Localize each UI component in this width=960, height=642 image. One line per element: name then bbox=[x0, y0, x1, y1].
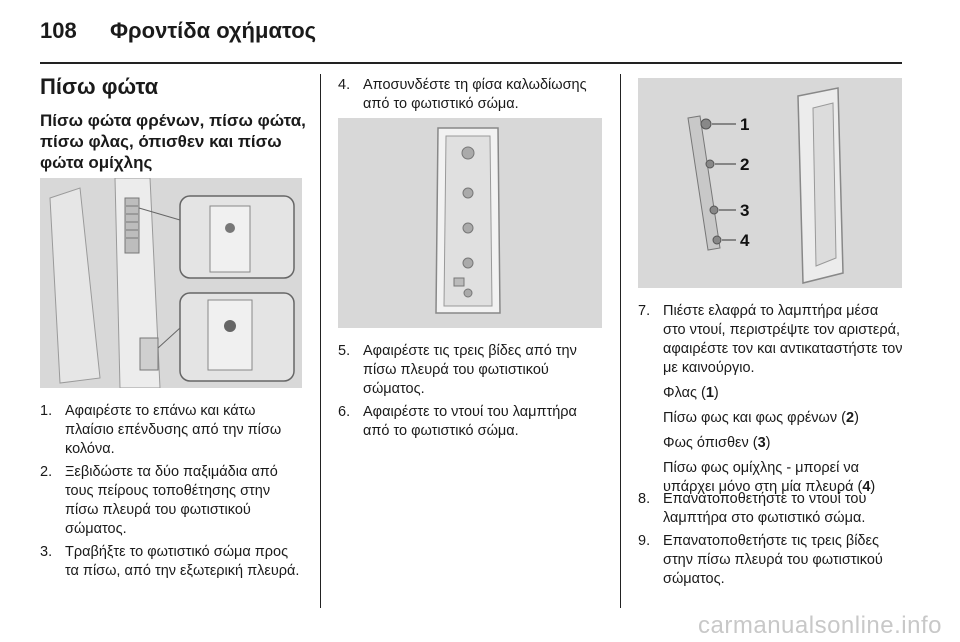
section-title: Πίσω φώτα bbox=[40, 74, 159, 99]
step-number: 1. bbox=[40, 403, 53, 419]
step-item bbox=[338, 403, 602, 441]
callout-2: 2 bbox=[740, 155, 750, 174]
bulb-holder-drawing bbox=[638, 78, 902, 288]
steps-list-col3-top bbox=[638, 302, 904, 382]
step-item bbox=[40, 463, 304, 539]
steps-list-col2-bottom bbox=[338, 342, 602, 445]
bulb-holder-illustration bbox=[638, 78, 902, 288]
callout-4: 4 bbox=[740, 231, 750, 250]
step-item bbox=[638, 302, 904, 378]
step-number: 2. bbox=[40, 464, 53, 480]
step-text: Πιέστε ελαφρά το λαμπτήρα μέσα στο ντουί, περιστρέψτε τον αριστερά, αφαιρέστε τον και αντικαταστήστε τον με καινούργιο. bbox=[663, 303, 903, 376]
section-subtitle: Πίσω φώτα φρένων, πίσω φώτα, πίσω φλας, όπισθεν και πίσω φώτα ομίχλης bbox=[40, 111, 306, 172]
step-item bbox=[338, 76, 602, 114]
step-number: 4. bbox=[338, 77, 351, 93]
step-item bbox=[40, 543, 304, 581]
bulb-legend-item: Φως όπισθεν (3) bbox=[663, 435, 771, 451]
header-rule bbox=[40, 62, 902, 64]
callout-1: 1 bbox=[740, 115, 750, 134]
column-divider-right bbox=[620, 74, 621, 608]
step-number: 6. bbox=[338, 404, 351, 420]
lamp-housing-drawing bbox=[338, 118, 602, 328]
step-number: 7. bbox=[638, 303, 651, 319]
column-divider-left bbox=[320, 74, 321, 608]
step-item bbox=[638, 532, 904, 589]
bulb-legend-item: Πίσω φως και φως φρένων (2) bbox=[663, 410, 859, 426]
bulb-legend-item: Πίσω φως ομίχλης - μπορεί να υπάρχει μόνο στη μία πλευρά (4) bbox=[663, 460, 876, 495]
step-item bbox=[40, 402, 304, 459]
step-text: Ξεβιδώστε τα δύο παξιμάδια από τους πείρους τοποθέτησης στην πίσω πλευρά του φωτιστικού σώματος. bbox=[65, 464, 278, 537]
step-text: Αποσυνδέστε τη φίσα καλωδίωσης από το φωτιστικό σώμα. bbox=[363, 77, 587, 112]
callout-3: 3 bbox=[740, 201, 750, 220]
pillar-drawing bbox=[40, 178, 302, 388]
step-item bbox=[638, 490, 904, 528]
bulb-legend bbox=[638, 384, 904, 503]
bulb-legend-item: Φλας (1) bbox=[663, 385, 719, 401]
pillar-illustration bbox=[40, 178, 302, 388]
step-number: 8. bbox=[638, 491, 651, 507]
page-number: 108 bbox=[40, 18, 77, 43]
step-item bbox=[338, 342, 602, 399]
lamp-housing-illustration bbox=[338, 118, 602, 328]
steps-list-col3-bottom bbox=[638, 490, 904, 593]
steps-list-col1 bbox=[40, 402, 304, 585]
page-header-title: Φροντίδα οχήματος bbox=[110, 18, 317, 43]
step-text: Επανατοποθετήστε το ντουί του λαμπτήρα στο φωτιστικό σώμα. bbox=[663, 491, 867, 526]
step-text: Αφαιρέστε τις τρεις βίδες από την πίσω πλευρά του φωτιστικού σώματος. bbox=[363, 343, 577, 397]
step-text: Τραβήξτε το φωτιστικό σώμα προς τα πίσω, από την εξωτερική πλευρά. bbox=[65, 544, 300, 579]
steps-list-col2-top bbox=[338, 76, 602, 118]
watermark: carmanualsonline.info bbox=[698, 612, 942, 639]
step-number: 9. bbox=[638, 533, 651, 549]
step-number: 5. bbox=[338, 343, 351, 359]
step-text: Επανατοποθετήστε τις τρεις βίδες στην πίσω πλευρά του φωτιστικού σώματος. bbox=[663, 533, 883, 587]
step-text: Αφαιρέστε το επάνω και κάτω πλαίσιο επένδυσης από την πίσω κολόνα. bbox=[65, 403, 282, 457]
step-text: Αφαιρέστε το ντουί του λαμπτήρα από το φωτιστικό σώμα. bbox=[363, 404, 577, 439]
step-number: 3. bbox=[40, 544, 53, 560]
